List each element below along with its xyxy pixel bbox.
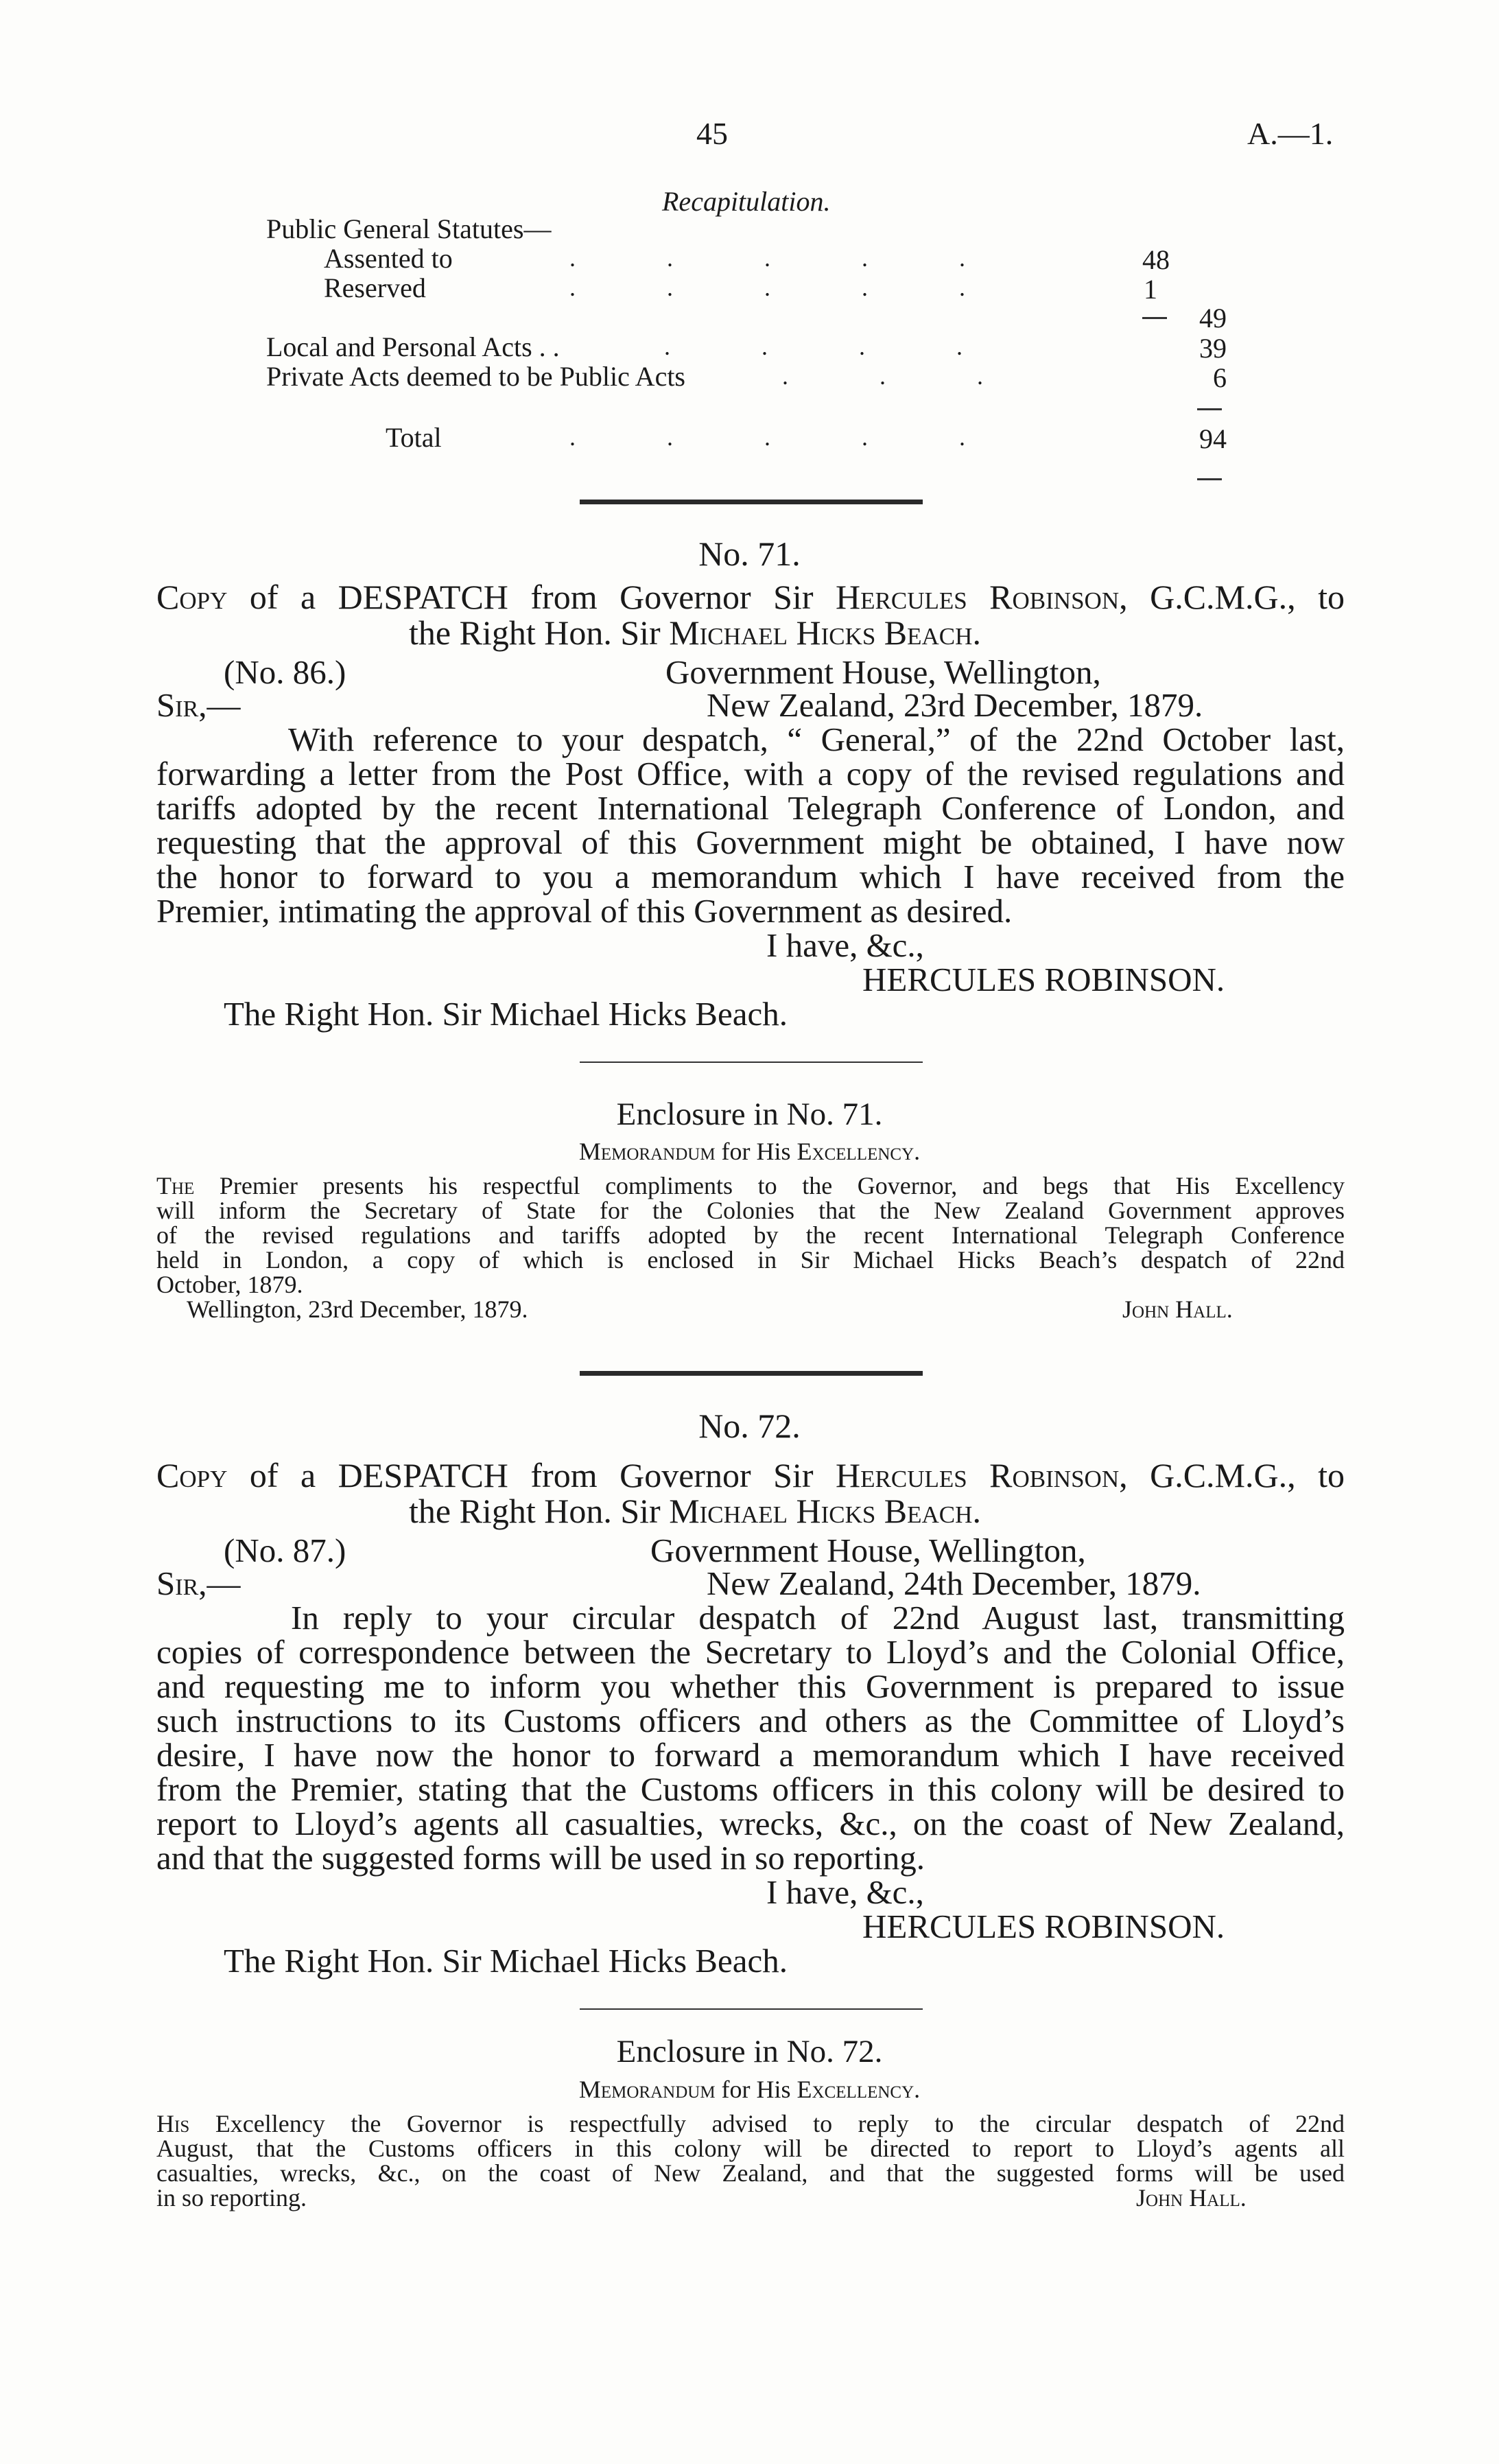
recap-row-label: Reserved: [324, 272, 426, 303]
body-line: With reference to your despatch, “ General,” of the 22nd October last,: [288, 720, 1345, 758]
memo-signature: John Hall.: [1136, 2184, 1247, 2211]
signature: HERCULES ROBINSON.: [862, 961, 1225, 998]
recap-row-label: Total: [386, 422, 442, 453]
addressee: The Right Hon. Sir Michael Hicks Beach.: [224, 995, 788, 1033]
despatch-title-line: the Right Hon. Sir Michael Hicks Beach.: [409, 613, 981, 652]
despatch-number: No. 71.: [698, 535, 801, 573]
address-line: New Zealand, 24th December, 1879.: [707, 1564, 1201, 1602]
memo-line: in so reporting.: [156, 2184, 307, 2211]
body-line: and that the suggested forms will be used in so reporting.: [156, 1839, 925, 1877]
recap-row-label: Private Acts deemed to be Public Acts: [266, 361, 685, 392]
body-line: such instructions to its Customs officers and others as the Committee of Lloyd’s: [156, 1702, 1345, 1739]
despatch-title-line: Copy of a DESPATCH from Governor Sir Hercules Robinson, G.C.M.G., to: [156, 1456, 1345, 1494]
body-line: In reply to your circular despatch of 22nd August last, transmitting: [291, 1599, 1345, 1636]
place-date: Wellington, 23rd December, 1879.: [187, 1295, 528, 1323]
recap-title: Recapitulation.: [662, 186, 831, 217]
recap-row-value: 39: [1199, 333, 1227, 364]
address-line: Government House, Wellington,: [650, 1532, 1086, 1569]
recap-row-label: Assented to: [324, 243, 453, 274]
page-number: 45: [696, 116, 728, 151]
salutation: Sir,—: [156, 1564, 241, 1602]
total-underline: [1197, 478, 1222, 480]
body-line: and requesting me to inform you whether this Government is prepared to issue: [156, 1667, 1345, 1705]
salutation: Sir,—: [156, 686, 241, 724]
body-line: report to Lloyd’s agents all casualties, wrecks, &c., on the coast of New Zealand,: [156, 1805, 1345, 1842]
section-rule: [580, 1061, 923, 1063]
recap-row-dots: . . . . .: [569, 423, 1008, 451]
recap-total-value: 94: [1199, 423, 1227, 454]
total-dash: [1197, 408, 1222, 410]
series-number: A.—1.: [1247, 116, 1334, 151]
despatch-title-line: Copy of a DESPATCH from Governor Sir Hercules Robinson, G.C.M.G., to: [156, 578, 1345, 616]
memo-heading: Memorandum for His Excellency.: [578, 1138, 921, 1165]
closing: I have, &c.,: [766, 926, 924, 964]
despatch-title-line: the Right Hon. Sir Michael Hicks Beach.: [409, 1492, 981, 1530]
memo-signature: John Hall.: [1122, 1295, 1233, 1323]
recap-row-label: Local and Personal Acts . .: [266, 331, 560, 362]
memo-line: held in London, a copy of which is enclosed in Sir Michael Hicks Beach’s despatch of 22nd: [156, 1246, 1345, 1274]
closing: I have, &c.,: [766, 1873, 924, 1911]
memo-line: August, that the Customs officers in this colony will be directed to report to Lloyd’s agents all: [156, 2135, 1345, 2162]
recap-row-dots: . . . . .: [569, 274, 1008, 301]
memo-line: casualties, wrecks, &c., on the coast of New Zealand, and that the suggested forms will be used: [156, 2159, 1345, 2187]
recap-group-label: Public General Statutes—: [266, 213, 552, 244]
addressee: The Right Hon. Sir Michael Hicks Beach.: [224, 1942, 788, 1980]
despatch-ref: (No. 86.): [224, 653, 346, 691]
recap-row-dots: . . . . .: [569, 244, 1008, 272]
body-line: tariffs adopted by the recent International Telegraph Conference of London, and: [156, 789, 1345, 827]
despatch-number: No. 72.: [698, 1407, 801, 1445]
memo-line: will inform the Secretary of State for the Colonies that the New Zealand Government approves: [156, 1197, 1345, 1224]
memo-heading: Memorandum for His Excellency.: [578, 2076, 921, 2103]
signature: HERCULES ROBINSON.: [862, 1908, 1225, 1945]
recap-row-dots: . . . .: [664, 333, 1005, 360]
address-line: New Zealand, 23rd December, 1879.: [707, 686, 1203, 724]
enclosure-title: Enclosure in No. 71.: [616, 1096, 883, 1132]
body-line: from the Premier, stating that the Customs officers in this colony will be desired to: [156, 1770, 1345, 1808]
recap-row-value: 6: [1213, 362, 1227, 393]
recap-row-value: 48: [1142, 244, 1170, 275]
section-rule: [580, 2008, 923, 2010]
enclosure-title: Enclosure in No. 72.: [616, 2034, 883, 2069]
address-line: Government House, Wellington,: [665, 653, 1101, 691]
body-line: Premier, intimating the approval of this Government as desired.: [156, 892, 1013, 930]
memo-line: of the revised regulations and tariffs adopted by the recent International Telegraph Conference: [156, 1221, 1345, 1249]
recap-row-value: 1: [1144, 274, 1157, 305]
section-rule: [580, 1371, 923, 1376]
memo-line: His Excellency the Governor is respectfully advised to reply to the circular despatch of 22nd: [156, 2110, 1345, 2137]
recap-row-dots: . . .: [782, 362, 1026, 390]
despatch-ref: (No. 87.): [224, 1532, 346, 1569]
recap-subtotal: 49: [1199, 303, 1227, 333]
subtotal-dash: [1142, 317, 1167, 319]
memo-line: The Premier presents his respectful compliments to the Governor, and begs that His Excellency: [156, 1172, 1345, 1199]
body-line: copies of correspondence between the Secretary to Lloyd’s and the Colonial Office,: [156, 1633, 1345, 1671]
body-line: desire, I have now the honor to forward a memorandum which I have received: [156, 1736, 1345, 1774]
body-line: the honor to forward to you a memorandum which I have received from the: [156, 858, 1345, 895]
memo-line: October, 1879.: [156, 1271, 303, 1298]
body-line: requesting that the approval of this Government might be obtained, I have now: [156, 823, 1345, 861]
section-rule: [580, 500, 923, 504]
body-line: forwarding a letter from the Post Office, with a copy of the revised regulations and: [156, 755, 1345, 793]
